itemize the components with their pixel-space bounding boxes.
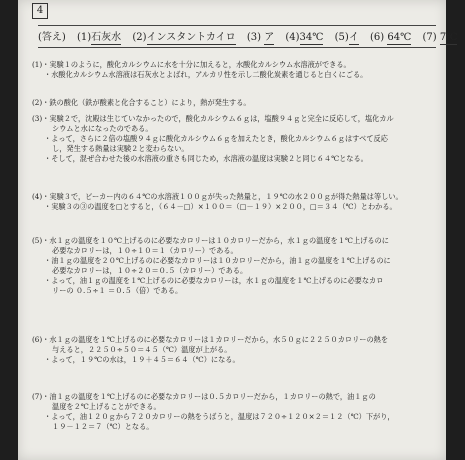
answer-sheet <box>18 0 458 460</box>
answer-item-3: (3) ア <box>246 32 275 43</box>
explanation-1 <box>32 60 440 80</box>
explanation-line: １９－１２＝７（℃）となる。 <box>52 422 154 431</box>
answer-line <box>38 31 458 45</box>
explanation-line: ・実験３の③の温度を□とすると，（６４－□）×１００＝（□－１９）×２００，□＝３４（℃）とわかる。 <box>44 202 397 211</box>
explanation-line: (4)・実験３で，ビーカー内の６４℃の水溶液１００ｇが失った熱量と，１９℃の水２００ｇが得た熱量は等しい。 <box>32 192 403 201</box>
explanation-7 <box>32 392 440 432</box>
explanation-line: シウムと水になったのである。 <box>52 124 153 133</box>
explanation-line: リーの ０.５÷１ ＝０.５（倍）である。 <box>52 286 183 295</box>
explanation-line: (1)・実験１のように，酸化カルシウムに水を十分に加えると，水酸化カルシウム水溶液ができる。 <box>32 60 351 69</box>
explanation-line: (5)・水１ｇの温度を１０℃上げるのに必要なカロリーは１０カロリーだから，水１ｇの温度を１℃上げるのに <box>32 236 389 245</box>
explanation-line: し，発生する熱量は実験２と変わらない。 <box>52 144 189 153</box>
answer-bottom-rule <box>38 47 436 48</box>
explanation-6 <box>32 335 440 365</box>
answer-prefix: (答え) <box>38 32 66 43</box>
explanation-line: 与えると，２２５０÷５０＝４５（℃）温度が上がる。 <box>52 345 232 354</box>
answer-item-7: (7) 7℃ <box>422 32 458 43</box>
explanation-line: (7)・油１ｇの温度を１℃上げるのに必要なカロリーは０.５カロリーだから，１カロリーの熱で，油１ｇの <box>32 392 376 401</box>
explanation-4 <box>32 192 440 212</box>
explanation-line: ・油１ｇの温度を２０℃上げるのに必要なカロリーは１０カロリーだから，油１ｇの温度を１℃上げるのに <box>44 256 391 265</box>
explanation-line: 温度を２℃上げることができる。 <box>52 402 161 411</box>
answer-item-2: (2)インスタントカイロ <box>132 32 236 43</box>
answer-top-rule <box>38 25 436 26</box>
explanation-5 <box>32 236 440 296</box>
explanation-line: ・よって，１９℃の水は，１９＋４５＝６４（℃）になる。 <box>44 355 240 364</box>
answer-item-4: (4)34℃ <box>285 32 324 43</box>
explanation-line: ・よって，さらに２倍の塩酸９４ｇに酸化カルシウム６ｇを加えたとき，酸化カルシウム６ｇはすべて反応 <box>44 134 388 143</box>
answer-item-6: (6) 64℃ <box>370 32 412 43</box>
explanation-line: 必要なカロリーは，１０÷１０＝１（カロリー）である。 <box>52 246 238 255</box>
explanation-line: ・よって，油１ｇの温度を１℃上げるのに必要なカロリーは，水１ｇの温度を１℃上げるのに必要なカロ <box>44 276 384 285</box>
explanation-line: ・よって，油１２０ｇから７２０カロリーの熱をうばうと，温度は７２０÷１２０×２＝１２（℃）下がり， <box>44 412 395 421</box>
explanation-3 <box>32 114 440 164</box>
explanation-line: (2)・鉄の酸化（鉄が酸素と化合すること）により，熱が発生する。 <box>32 98 251 107</box>
answer-item-1: (1)石灰水 <box>77 32 122 43</box>
explanation-2 <box>32 98 440 108</box>
explanation-line: (6)・水１ｇの温度を１℃上げるのに必要なカロリーは１カロリーだから，水５０ｇに２２５０カロリーの熱を <box>32 335 389 344</box>
answer-item-5: (5)イ <box>334 32 359 43</box>
problem-number-box: 4 <box>32 3 48 19</box>
explanation-line: ・そして，混ぜ合わせた後の水溶液の重さも同じため，水溶液の温度は実験２と同じ６４℃となる。 <box>44 154 368 163</box>
explanation-line: 必要なカロリーは，１０÷２０＝０.５（カロリー）である。 <box>52 266 248 275</box>
explanation-line: ・水酸化カルシウム水溶液は石灰水とよばれ，アルカリ性を示し二酸化炭素を通じると白くにごる。 <box>44 70 368 79</box>
explanation-line: (3)・実験２で，沈殿は生じていなかったので，酸化カルシウム６ｇは，塩酸９４ｇと完全に反応して，塩化カル <box>32 114 394 123</box>
